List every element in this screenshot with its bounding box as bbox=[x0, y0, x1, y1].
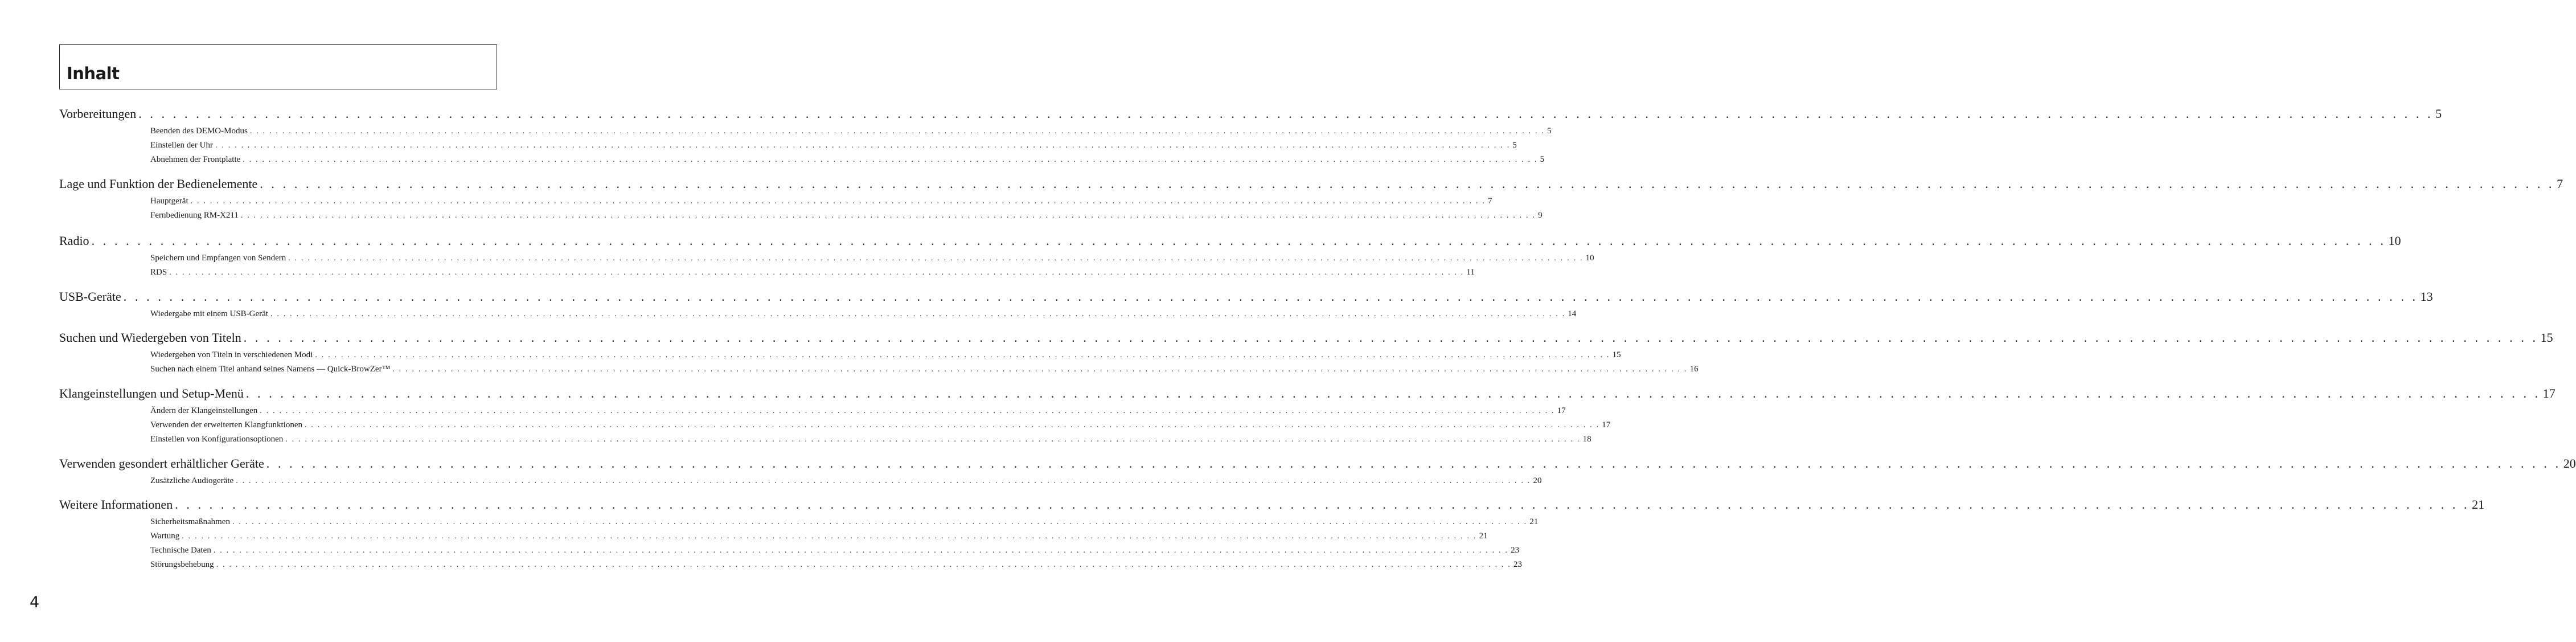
title-box bbox=[59, 44, 497, 89]
toc-entry-page: 7 bbox=[1487, 197, 1492, 206]
toc-entry[interactable] bbox=[150, 197, 1492, 208]
toc-entry[interactable] bbox=[150, 141, 1517, 152]
toc-entry-page: 20 bbox=[1533, 476, 1542, 485]
toc-entry-title: RDS bbox=[150, 268, 167, 277]
leader-dots: . . . . . . . . . . . . . . . . . . . . . . . . . . . . . . . . . . . . . . . . . . . . . . . . . . . . . . . . . . . . . . . . . . . . . . . . . . . . . . . . . . . . . . . . . . . . . . . . . . . . . . . . . . . . . . . . . . . . . . . . . . . . . . . . . . . . . . . . . . . . . . . . . . . . . . . . . . . . . . . . . . . . . . . . . . . . . . . . . . . . . . . . . . . . . . . . . . . . . . . . bbox=[243, 156, 1538, 164]
leader-dots: . . . . . . . . . . . . . . . . . . . . . . . . . . . . . . . . . . . . . . . . . . . . . . . . . . . . . . . . . . . . . . . . . . . . . . . . . . . . . . . . . . . . . . . . . . . . . . . . . . . . . . . . . . . . . . . . . . . . . . . . . . . . . . . . . . . . . . . . . . . . . . . . . . . . . . . . . . . . . . . . . . . . . . . . . . . . . . . . . . . . . . . . . . . . . . . . . . . . . . . . bbox=[245, 386, 2541, 400]
leader-dots: . . . . . . . . . . . . . . . . . . . . . . . . . . . . . . . . . . . . . . . . . . . . . . . . . . . . . . . . . . . . . . . . . . . . . . . . . . . . . . . . . . . . . . . . . . . . . . . . . . . . . . . . . . . . . . . . . . . . . . . . . . . . . . . . . . . . . . . . . . . . . . . . . . . . . . . . . . . . . . . . . . . . . . . . . . . . . . . . . . . . . . . . . . . . . . . . . . . . . . . . bbox=[270, 310, 1566, 318]
toc-entry-title: Suchen nach einem Titel anhand seines Namens — Quick-BrowZer™ bbox=[150, 365, 391, 374]
leader-dots: . . . . . . . . . . . . . . . . . . . . . . . . . . . . . . . . . . . . . . . . . . . . . . . . . . . . . . . . . . . . . . . . . . . . . . . . . . . . . . . . . . . . . . . . . . . . . . . . . . . . . . . . . . . . . . . . . . . . . . . . . . . . . . . . . . . . . . . . . . . . . . . . . . . . . . . . . . . . . . . . . . . . . . . . . . . . . . . . . . . . . . . . . . . . . . . . . . . . . . . . bbox=[216, 561, 1511, 569]
leader-dots: . . . . . . . . . . . . . . . . . . . . . . . . . . . . . . . . . . . . . . . . . . . . . . . . . . . . . . . . . . . . . . . . . . . . . . . . . . . . . . . . . . . . . . . . . . . . . . . . . . . . . . . . . . . . . . . . . . . . . . . . . . . . . . . . . . . . . . . . . . . . . . . . . . . . . . . . . . . . . . . . . . . . . . . . . . . . . . . . . . . . . . . . . . . . . . . . . . . . . . . . bbox=[190, 197, 1486, 206]
toc-section-title: Klangeinstellungen und Setup-Menü bbox=[59, 386, 244, 400]
toc-section-page: 20 bbox=[2563, 456, 2576, 471]
toc-entry-title: Einstellen der Uhr bbox=[150, 141, 213, 150]
leader-dots: . . . . . . . . . . . . . . . . . . . . . . . . . . . . . . . . . . . . . . . . . . . . . . . . . . . . . . . . . . . . . . . . . . . . . . . . . . . . . . . . . . . . . . . . . . . . . . . . . . . . . . . . . . . . . . . . . . . . . . . . . . . . . . . . . . . . . . . . . . . . . . . . . . . . . . . . . . . . . . . . . . . . . . . . . . . . . . . . . . . . . . . . . . . . . . . . . . . . . . . . bbox=[169, 268, 1465, 277]
toc-section-page: 5 bbox=[2435, 107, 2442, 121]
toc-entry-title: Abnehmen der Frontplatte bbox=[150, 155, 241, 164]
toc-section[interactable] bbox=[59, 234, 2401, 250]
toc-entry[interactable] bbox=[150, 406, 1566, 418]
toc-section-title: USB-Geräte bbox=[59, 289, 121, 304]
toc-section-page: 21 bbox=[2472, 497, 2485, 512]
toc-section[interactable] bbox=[59, 289, 2433, 305]
toc-entry-title: Zusätzliche Audiogeräte bbox=[150, 476, 234, 485]
toc-entry-page: 23 bbox=[1511, 546, 1520, 555]
toc-entry-page: 17 bbox=[1557, 406, 1566, 415]
toc-entry-title: Wartung bbox=[150, 531, 180, 541]
toc-section-title: Suchen und Wiedergeben von Titeln bbox=[59, 330, 241, 345]
toc-section[interactable] bbox=[59, 330, 2553, 346]
toc-section-page: 17 bbox=[2542, 386, 2556, 400]
toc-section[interactable] bbox=[59, 107, 2442, 122]
toc-entry-page: 21 bbox=[1479, 531, 1488, 541]
toc-entry-title: Einstellen von Konfigurationsoptionen bbox=[150, 435, 284, 444]
toc-entry-page: 23 bbox=[1513, 560, 1522, 569]
toc-entry-title: Ändern der Klangeinstellungen bbox=[150, 406, 258, 415]
leader-dots: . . . . . . . . . . . . . . . . . . . . . . . . . . . . . . . . . . . . . . . . . . . . . . . . . . . . . . . . . . . . . . . . . . . . . . . . . . . . . . . . . . . . . . . . . . . . . . . . . . . . . . . . . . . . . . . . . . . . . . . . . . . . . . . . . . . . . . . . . . . . . . . . . . . . . . . . . . . . . . . . . . . . . . . . . . . . . . . . . . . . . . . . . . . . . . . . . . . . . . . . bbox=[91, 234, 2386, 248]
toc-section-page: 13 bbox=[2420, 289, 2433, 304]
page-title: Inhalt bbox=[67, 64, 120, 83]
toc-entry[interactable] bbox=[150, 211, 1543, 222]
toc-entry-page: 5 bbox=[1547, 126, 1552, 136]
toc-entry-page: 5 bbox=[1512, 141, 1517, 150]
toc-entry-page: 15 bbox=[1612, 350, 1621, 359]
toc-entry-title: Beenden des DEMO-Modus bbox=[150, 126, 248, 136]
toc-section-title: Radio bbox=[59, 234, 89, 248]
toc-section-title: Verwenden gesondert erhältlicher Geräte bbox=[59, 456, 264, 471]
toc-entry-page: 14 bbox=[1568, 309, 1577, 318]
toc-entry-page: 5 bbox=[1540, 155, 1545, 164]
toc-entry[interactable] bbox=[150, 420, 1611, 432]
toc-entry-title: Verwenden der erweiterten Klangfunktionen bbox=[150, 420, 302, 430]
leader-dots: . . . . . . . . . . . . . . . . . . . . . . . . . . . . . . . . . . . . . . . . . . . . . . . . . . . . . . . . . . . . . . . . . . . . . . . . . . . . . . . . . . . . . . . . . . . . . . . . . . . . . . . . . . . . . . . . . . . . . . . . . . . . . . . . . . . . . . . . . . . . . . . . . . . . . . . . . . . . . . . . . . . . . . . . . . . . . . . . . . . . . . . . . . . . . . . . . . . . . . . . bbox=[213, 546, 1509, 555]
leader-dots: . . . . . . . . . . . . . . . . . . . . . . . . . . . . . . . . . . . . . . . . . . . . . . . . . . . . . . . . . . . . . . . . . . . . . . . . . . . . . . . . . . . . . . . . . . . . . . . . . . . . . . . . . . . . . . . . . . . . . . . . . . . . . . . . . . . . . . . . . . . . . . . . . . . . . . . . . . . . . . . . . . . . . . . . . . . . . . . . . . . . . . . . . . . . . . . . . . . . . . . . bbox=[260, 177, 2555, 191]
toc-entry-page: 18 bbox=[1582, 435, 1591, 444]
toc-entry[interactable] bbox=[150, 309, 1577, 321]
leader-dots: . . . . . . . . . . . . . . . . . . . . . . . . . . . . . . . . . . . . . . . . . . . . . . . . . . . . . . . . . . . . . . . . . . . . . . . . . . . . . . . . . . . . . . . . . . . . . . . . . . . . . . . . . . . . . . . . . . . . . . . . . . . . . . . . . . . . . . . . . . . . . . . . . . . . . . . . . . . . . . . . . . . . . . . . . . . . . . . . . . . . . . . . . . . . . . . . . . . . . . . . bbox=[243, 330, 2538, 345]
leader-dots: . . . . . . . . . . . . . . . . . . . . . . . . . . . . . . . . . . . . . . . . . . . . . . . . . . . . . . . . . . . . . . . . . . . . . . . . . . . . . . . . . . . . . . . . . . . . . . . . . . . . . . . . . . . . . . . . . . . . . . . . . . . . . . . . . . . . . . . . . . . . . . . . . . . . . . . . . . . . . . . . . . . . . . . . . . . . . . . . . . . . . . . . . . . . . . . . . . . . . . . . bbox=[232, 518, 1528, 526]
leader-dots: . . . . . . . . . . . . . . . . . . . . . . . . . . . . . . . . . . . . . . . . . . . . . . . . . . . . . . . . . . . . . . . . . . . . . . . . . . . . . . . . . . . . . . . . . . . . . . . . . . . . . . . . . . . . . . . . . . . . . . . . . . . . . . . . . . . . . . . . . . . . . . . . . . . . . . . . . . . . . . . . . . . . . . . . . . . . . . . . . . . . . . . . . . . . . . . . . . . . . . . . bbox=[175, 497, 2470, 512]
toc-entry-page: 11 bbox=[1466, 268, 1475, 277]
leader-dots: . . . . . . . . . . . . . . . . . . . . . . . . . . . . . . . . . . . . . . . . . . . . . . . . . . . . . . . . . . . . . . . . . . . . . . . . . . . . . . . . . . . . . . . . . . . . . . . . . . . . . . . . . . . . . . . . . . . . . . . . . . . . . . . . . . . . . . . . . . . . . . . . . . . . . . . . . . . . . . . . . . . . . . . . . . . . . . . . . . . . . . . . . . . . . . . . . . . . . . . . bbox=[240, 211, 1536, 220]
toc-entry[interactable] bbox=[150, 435, 1591, 446]
leader-dots: . . . . . . . . . . . . . . . . . . . . . . . . . . . . . . . . . . . . . . . . . . . . . . . . . . . . . . . . . . . . . . . . . . . . . . . . . . . . . . . . . . . . . . . . . . . . . . . . . . . . . . . . . . . . . . . . . . . . . . . . . . . . . . . . . . . . . . . . . . . . . . . . . . . . . . . . . . . . . . . . . . . . . . . . . . . . . . . . . . . . . . . . . . . . . . . . . . . . . . . . bbox=[236, 477, 1531, 485]
toc-section-title: Lage und Funktion der Bedienelemente bbox=[59, 177, 258, 191]
toc-entry-title: Wiedergeben von Titeln in verschiedenen Modi bbox=[150, 350, 313, 359]
toc-section[interactable] bbox=[59, 497, 2485, 513]
leader-dots: . . . . . . . . . . . . . . . . . . . . . . . . . . . . . . . . . . . . . . . . . . . . . . . . . . . . . . . . . . . . . . . . . . . . . . . . . . . . . . . . . . . . . . . . . . . . . . . . . . . . . . . . . . . . . . . . . . . . . . . . . . . . . . . . . . . . . . . . . . . . . . . . . . . . . . . . . . . . . . . . . . . . . . . . . . . . . . . . . . . . . . . . . . . . . . . . . . . . . . . . bbox=[315, 351, 1610, 359]
leader-dots: . . . . . . . . . . . . . . . . . . . . . . . . . . . . . . . . . . . . . . . . . . . . . . . . . . . . . . . . . . . . . . . . . . . . . . . . . . . . . . . . . . . . . . . . . . . . . . . . . . . . . . . . . . . . . . . . . . . . . . . . . . . . . . . . . . . . . . . . . . . . . . . . . . . . . . . . . . . . . . . . . . . . . . . . . . . . . . . . . . . . . . . . . . . . . . . . . . . . . . . . bbox=[285, 435, 1581, 444]
leader-dots: . . . . . . . . . . . . . . . . . . . . . . . . . . . . . . . . . . . . . . . . . . . . . . . . . . . . . . . . . . . . . . . . . . . . . . . . . . . . . . . . . . . . . . . . . . . . . . . . . . . . . . . . . . . . . . . . . . . . . . . . . . . . . . . . . . . . . . . . . . . . . . . . . . . . . . . . . . . . . . . . . . . . . . . . . . . . . . . . . . . . . . . . . . . . . . . . . . . . . . . . bbox=[304, 421, 1600, 430]
toc-section[interactable] bbox=[59, 386, 2556, 402]
toc-entry[interactable] bbox=[150, 517, 1539, 529]
leader-dots: . . . . . . . . . . . . . . . . . . . . . . . . . . . . . . . . . . . . . . . . . . . . . . . . . . . . . . . . . . . . . . . . . . . . . . . . . . . . . . . . . . . . . . . . . . . . . . . . . . . . . . . . . . . . . . . . . . . . . . . . . . . . . . . . . . . . . . . . . . . . . . . . . . . . . . . . . . . . . . . . . . . . . . . . . . . . . . . . . . . . . . . . . . . . . . . . . . . . . . . . bbox=[123, 289, 2418, 304]
toc-entry[interactable] bbox=[150, 253, 1594, 265]
toc-entry[interactable] bbox=[150, 126, 1552, 138]
toc-entry[interactable] bbox=[150, 350, 1621, 362]
toc-entry[interactable] bbox=[150, 365, 1699, 376]
toc-entry-title: Technische Daten bbox=[150, 546, 211, 555]
leader-dots: . . . . . . . . . . . . . . . . . . . . . . . . . . . . . . . . . . . . . . . . . . . . . . . . . . . . . . . . . . . . . . . . . . . . . . . . . . . . . . . . . . . . . . . . . . . . . . . . . . . . . . . . . . . . . . . . . . . . . . . . . . . . . . . . . . . . . . . . . . . . . . . . . . . . . . . . . . . . . . . . . . . . . . . . . . . . . . . . . . . . . . . . . . . . . . . . . . . . . . . . bbox=[249, 127, 1545, 136]
toc-section-title: Vorbereitungen bbox=[59, 107, 137, 121]
toc-entry[interactable] bbox=[150, 268, 1475, 279]
toc-entry[interactable] bbox=[150, 531, 1488, 543]
leader-dots: . . . . . . . . . . . . . . . . . . . . . . . . . . . . . . . . . . . . . . . . . . . . . . . . . . . . . . . . . . . . . . . . . . . . . . . . . . . . . . . . . . . . . . . . . . . . . . . . . . . . . . . . . . . . . . . . . . . . . . . . . . . . . . . . . . . . . . . . . . . . . . . . . . . . . . . . . . . . . . . . . . . . . . . . . . . . . . . . . . . . . . . . . . . . . . . . . . . . . . . . bbox=[260, 407, 1555, 415]
toc-entry[interactable] bbox=[150, 560, 1522, 571]
toc-entry[interactable] bbox=[150, 476, 1542, 488]
toc-entry-page: 21 bbox=[1529, 517, 1539, 526]
toc-entry-title: Sicherheitsmaßnahmen bbox=[150, 517, 230, 526]
page-number: 4 bbox=[30, 594, 40, 611]
toc-section-page: 7 bbox=[2557, 177, 2563, 191]
leader-dots: . . . . . . . . . . . . . . . . . . . . . . . . . . . . . . . . . . . . . . . . . . . . . . . . . . . . . . . . . . . . . . . . . . . . . . . . . . . . . . . . . . . . . . . . . . . . . . . . . . . . . . . . . . . . . . . . . . . . . . . . . . . . . . . . . . . . . . . . . . . . . . . . . . . . . . . . . . . . . . . . . . . . . . . . . . . . . . . . . . . . . . . . . . . . . . . . . . . . . . . . bbox=[392, 365, 1688, 374]
toc-entry-title: Wiedergabe mit einem USB-Gerät bbox=[150, 309, 268, 318]
toc-entry-title: Speichern und Empfangen von Sendern bbox=[150, 253, 286, 263]
toc-section[interactable] bbox=[59, 177, 2563, 193]
leader-dots: . . . . . . . . . . . . . . . . . . . . . . . . . . . . . . . . . . . . . . . . . . . . . . . . . . . . . . . . . . . . . . . . . . . . . . . . . . . . . . . . . . . . . . . . . . . . . . . . . . . . . . . . . . . . . . . . . . . . . . . . . . . . . . . . . . . . . . . . . . . . . . . . . . . . . . . . . . . . . . . . . . . . . . . . . . . . . . . . . . . . . . . . . . . . . . . . . . . . . . . . bbox=[138, 107, 2434, 121]
toc-entry-title: Hauptgerät bbox=[150, 197, 188, 206]
leader-dots: . . . . . . . . . . . . . . . . . . . . . . . . . . . . . . . . . . . . . . . . . . . . . . . . . . . . . . . . . . . . . . . . . . . . . . . . . . . . . . . . . . . . . . . . . . . . . . . . . . . . . . . . . . . . . . . . . . . . . . . . . . . . . . . . . . . . . . . . . . . . . . . . . . . . . . . . . . . . . . . . . . . . . . . . . . . . . . . . . . . . . . . . . . . . . . . . . . . . . . . . bbox=[215, 141, 1511, 150]
toc-section[interactable] bbox=[59, 456, 2576, 472]
toc-entry-title: Fernbedienung RM-X211 bbox=[150, 211, 239, 220]
toc-entry-page: 17 bbox=[1602, 420, 1611, 430]
leader-dots: . . . . . . . . . . . . . . . . . . . . . . . . . . . . . . . . . . . . . . . . . . . . . . . . . . . . . . . . . . . . . . . . . . . . . . . . . . . . . . . . . . . . . . . . . . . . . . . . . . . . . . . . . . . . . . . . . . . . . . . . . . . . . . . . . . . . . . . . . . . . . . . . . . . . . . . . . . . . . . . . . . . . . . . . . . . . . . . . . . . . . . . . . . . . . . . . . . . . . . . . bbox=[288, 254, 1584, 263]
leader-dots: . . . . . . . . . . . . . . . . . . . . . . . . . . . . . . . . . . . . . . . . . . . . . . . . . . . . . . . . . . . . . . . . . . . . . . . . . . . . . . . . . . . . . . . . . . . . . . . . . . . . . . . . . . . . . . . . . . . . . . . . . . . . . . . . . . . . . . . . . . . . . . . . . . . . . . . . . . . . . . . . . . . . . . . . . . . . . . . . . . . . . . . . . . . . . . . . . . . . . . . . bbox=[266, 456, 2561, 471]
leader-dots: . . . . . . . . . . . . . . . . . . . . . . . . . . . . . . . . . . . . . . . . . . . . . . . . . . . . . . . . . . . . . . . . . . . . . . . . . . . . . . . . . . . . . . . . . . . . . . . . . . . . . . . . . . . . . . . . . . . . . . . . . . . . . . . . . . . . . . . . . . . . . . . . . . . . . . . . . . . . . . . . . . . . . . . . . . . . . . . . . . . . . . . . . . . . . . . . . . . . . . . . bbox=[182, 532, 1477, 541]
toc-entry-page: 10 bbox=[1585, 253, 1594, 263]
toc-section-page: 10 bbox=[2388, 234, 2401, 248]
toc-entry-page: 9 bbox=[1538, 211, 1543, 220]
toc-entry[interactable] bbox=[150, 546, 1520, 557]
toc-section-page: 15 bbox=[2540, 330, 2553, 345]
toc-entry-page: 16 bbox=[1689, 365, 1699, 374]
toc-section-title: Weitere Informationen bbox=[59, 497, 173, 512]
toc-entry[interactable] bbox=[150, 155, 1545, 166]
toc-entry-title: Störungsbehebung bbox=[150, 560, 214, 569]
